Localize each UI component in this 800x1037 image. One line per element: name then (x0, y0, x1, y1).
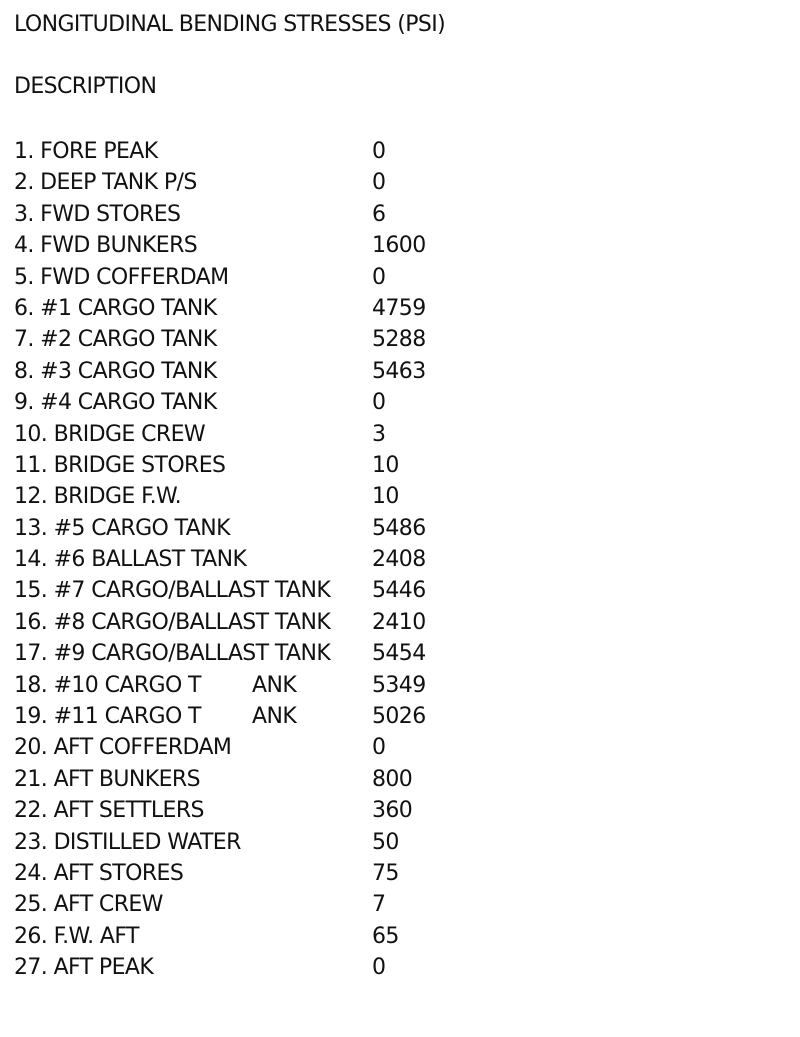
item-label: 10. BRIDGE CREW (14, 421, 206, 447)
item-value: 5349 (372, 672, 426, 698)
item-value: 5454 (372, 641, 426, 667)
item-value: 65 (372, 923, 399, 949)
item-value: 4759 (372, 295, 426, 321)
list-item (14, 889, 784, 920)
item-label: 12. BRIDGE F.W. (14, 484, 182, 510)
list-item (14, 921, 784, 952)
item-value: 50 (372, 829, 399, 855)
item-value: 0 (372, 264, 386, 290)
item-label: 16. #8 CARGO/BALLAST TANK (14, 609, 331, 635)
item-value: 0 (372, 390, 386, 416)
list-item (14, 387, 784, 418)
item-label: 20. AFT COFFERDAM (14, 735, 232, 761)
list-item (14, 544, 784, 575)
list-item (14, 858, 784, 889)
document-title: LONGITUDINAL BENDING STRESSES (PSI) (14, 12, 446, 37)
list-item (14, 262, 784, 293)
item-value: 0 (372, 955, 386, 981)
item-label: 8. #3 CARGO TANK (14, 358, 217, 384)
list-item (14, 795, 784, 826)
item-value: 0 (372, 170, 386, 196)
list-item (14, 481, 784, 512)
item-label: 19. #11 CARGO T ANK (14, 704, 297, 730)
item-value: 0 (372, 735, 386, 761)
item-value: 7 (372, 892, 386, 918)
item-label: 17. #9 CARGO/BALLAST TANK (14, 641, 331, 667)
item-value: 10 (372, 452, 399, 478)
item-value: 2408 (372, 547, 426, 573)
item-label: 18. #10 CARGO T ANK (14, 672, 297, 698)
item-label: 14. #6 BALLAST TANK (14, 547, 247, 573)
list-item (14, 419, 784, 450)
item-label: 7. #2 CARGO TANK (14, 327, 217, 353)
item-label: 6. #1 CARGO TANK (14, 295, 217, 321)
list-item (14, 199, 784, 230)
list-item (14, 764, 784, 795)
item-label: 5. FWD COFFERDAM (14, 264, 229, 290)
list-item (14, 670, 784, 701)
description-heading: DESCRIPTION (14, 74, 157, 99)
item-value: 1600 (372, 233, 426, 259)
item-value: 5446 (372, 578, 426, 604)
list-item (14, 513, 784, 544)
item-value: 75 (372, 860, 399, 886)
list-item (14, 638, 784, 669)
list-item (14, 952, 784, 983)
list-item (14, 167, 784, 198)
list-item (14, 732, 784, 763)
item-label: 27. AFT PEAK (14, 955, 154, 981)
item-label: 15. #7 CARGO/BALLAST TANK (14, 578, 331, 604)
item-value: 0 (372, 139, 386, 164)
item-label: 3. FWD STORES (14, 201, 181, 227)
item-value: 2410 (372, 609, 426, 635)
item-value: 5288 (372, 327, 426, 353)
item-label: 9. #4 CARGO TANK (14, 390, 217, 416)
item-value: 5026 (372, 704, 426, 730)
stress-list (14, 136, 784, 984)
list-item (14, 356, 784, 387)
list-item (14, 136, 784, 167)
item-label: 25. AFT CREW (14, 892, 163, 918)
document (14, 0, 784, 1037)
item-label: 2. DEEP TANK P/S (14, 170, 197, 196)
item-value: 6 (372, 201, 386, 227)
item-label: 21. AFT BUNKERS (14, 766, 200, 792)
list-item (14, 293, 784, 324)
item-label: 23. DISTILLED WATER (14, 829, 241, 855)
item-value: 360 (372, 798, 413, 824)
item-label: 24. AFT STORES (14, 860, 184, 886)
list-item (14, 324, 784, 355)
list-item (14, 450, 784, 481)
item-label: 4. FWD BUNKERS (14, 233, 198, 259)
list-item (14, 701, 784, 732)
list-item (14, 827, 784, 858)
item-value: 5463 (372, 358, 426, 384)
list-item (14, 575, 784, 606)
item-value: 5486 (372, 515, 426, 541)
item-value: 3 (372, 421, 386, 447)
item-label: 1. FORE PEAK (14, 139, 158, 164)
item-label: 26. F.W. AFT (14, 923, 139, 949)
item-label: 22. AFT SETTLERS (14, 798, 204, 824)
item-label: 11. BRIDGE STORES (14, 452, 226, 478)
item-value: 10 (372, 484, 399, 510)
list-item (14, 230, 784, 261)
item-value: 800 (372, 766, 413, 792)
list-item (14, 607, 784, 638)
item-label: 13. #5 CARGO TANK (14, 515, 230, 541)
